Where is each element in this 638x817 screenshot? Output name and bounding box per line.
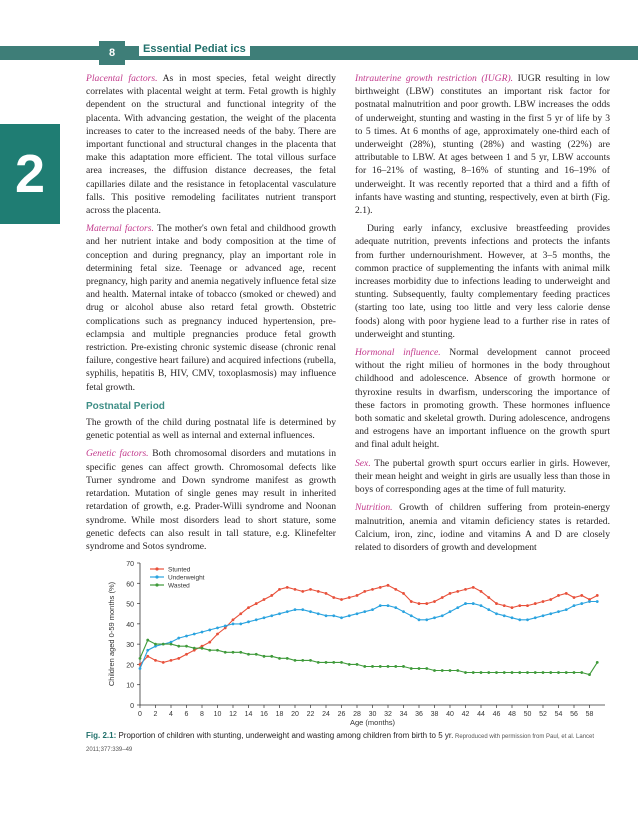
data-point-wasted bbox=[503, 671, 506, 674]
paragraph-maternal bbox=[86, 222, 336, 394]
data-point-stunted bbox=[232, 618, 235, 621]
data-point-stunted bbox=[580, 594, 583, 597]
data-point-wasted bbox=[146, 639, 149, 642]
x-tick-label: 26 bbox=[337, 711, 346, 718]
caption-label: Fig. 2.1: bbox=[86, 731, 117, 740]
data-point-wasted bbox=[294, 659, 297, 662]
x-tick-label: 14 bbox=[244, 711, 253, 718]
data-point-wasted bbox=[511, 671, 514, 674]
data-point-wasted bbox=[332, 661, 335, 664]
data-point-underweight bbox=[472, 602, 475, 605]
data-point-stunted bbox=[247, 606, 250, 609]
data-point-stunted bbox=[449, 592, 452, 595]
data-point-stunted bbox=[394, 588, 397, 591]
x-tick-label: 50 bbox=[523, 711, 532, 718]
paragraph-iugr bbox=[355, 72, 610, 217]
x-tick-label: 38 bbox=[430, 711, 439, 718]
data-point-underweight bbox=[325, 614, 328, 617]
data-point-wasted bbox=[526, 671, 529, 674]
section-heading: Postnatal Period bbox=[86, 400, 165, 412]
x-tick-label: 58 bbox=[585, 711, 594, 718]
caption-text: Proportion of children with stunting, underweight and wasting among children from birth to 5 yr. bbox=[116, 731, 454, 740]
data-point-wasted bbox=[542, 671, 545, 674]
data-point-wasted bbox=[317, 661, 320, 664]
data-point-stunted bbox=[464, 588, 467, 591]
lead-sex: Sex. bbox=[355, 457, 371, 469]
data-point-stunted bbox=[511, 606, 514, 609]
text-placental: As in most species, fetal weight directly correlates with placental weight at term. Fetal growth is highly dependent on the structural and functional integrity of the placenta. With advancing gestation, the weight of the placenta increases to cater to the increased needs of the baby. There are important functional and structural changes in the placenta that make this adaptation more efficient. The total villous surface area increases, the diffusion distance decreases, the fetal capillaries dilate and the resistance in fetoplacental vasculature falls. This positive remodeling facilitates nutrient transport across the placenta. bbox=[86, 73, 336, 217]
data-point-wasted bbox=[263, 655, 266, 658]
data-point-underweight bbox=[588, 600, 591, 603]
x-tick-label: 42 bbox=[461, 711, 470, 718]
data-point-wasted bbox=[549, 671, 552, 674]
data-point-stunted bbox=[503, 604, 506, 607]
data-point-stunted bbox=[255, 602, 258, 605]
data-point-wasted bbox=[270, 655, 273, 658]
data-point-underweight bbox=[340, 616, 343, 619]
data-point-stunted bbox=[518, 604, 521, 607]
data-point-wasted bbox=[224, 651, 227, 654]
legend-label-stunted: Stunted bbox=[168, 566, 191, 574]
data-point-wasted bbox=[363, 665, 366, 668]
data-point-underweight bbox=[356, 612, 359, 615]
x-tick-label: 20 bbox=[291, 711, 299, 718]
data-point-underweight bbox=[480, 604, 483, 607]
y-tick-label: 40 bbox=[126, 621, 134, 629]
data-point-stunted bbox=[387, 584, 390, 587]
data-point-underweight bbox=[565, 608, 568, 611]
x-tick-label: 30 bbox=[368, 711, 377, 718]
paragraph-infancy: During early infancy, exclusive breastfeeding provides adequate nutrition, prevents infections and protects the infants from further undernourishment. However, at 3–5 months, the common practice of supplementing the infants with animal milk increases morbidity due to infections leading to underweight and stunting. Subsequently, faulty complementary feeding practices (starting too late, using too little and very less calorie dense foods) along with poor hygiene lead to a further rise in rates of underweight and stunting. bbox=[355, 223, 610, 340]
data-point-underweight bbox=[239, 622, 242, 625]
data-point-underweight bbox=[549, 612, 552, 615]
x-tick-label: 24 bbox=[322, 711, 330, 718]
data-point-wasted bbox=[208, 649, 211, 652]
data-point-wasted bbox=[371, 665, 374, 668]
data-point-underweight bbox=[301, 608, 304, 611]
data-point-underweight bbox=[208, 629, 211, 632]
data-point-wasted bbox=[348, 663, 351, 666]
data-point-wasted bbox=[596, 661, 599, 664]
data-point-wasted bbox=[139, 657, 142, 660]
data-point-stunted bbox=[480, 590, 483, 593]
data-point-wasted bbox=[232, 651, 235, 654]
data-point-underweight bbox=[379, 604, 382, 607]
x-tick-label: 48 bbox=[508, 711, 516, 718]
data-point-stunted bbox=[263, 598, 266, 601]
data-point-wasted bbox=[193, 647, 196, 650]
data-point-stunted bbox=[418, 602, 421, 605]
x-tick-label: 56 bbox=[570, 711, 578, 718]
data-point-stunted bbox=[573, 596, 576, 599]
data-point-underweight bbox=[309, 610, 312, 613]
data-point-stunted bbox=[565, 592, 568, 595]
data-point-underweight bbox=[294, 608, 297, 611]
data-point-stunted bbox=[239, 612, 242, 615]
data-point-underweight bbox=[232, 622, 235, 625]
chapter-tab: 2 bbox=[0, 124, 60, 224]
data-point-stunted bbox=[596, 594, 599, 597]
data-point-wasted bbox=[301, 659, 304, 662]
data-point-stunted bbox=[177, 657, 180, 660]
data-point-stunted bbox=[433, 600, 436, 603]
series-line-stunted bbox=[140, 582, 597, 664]
data-point-stunted bbox=[356, 594, 359, 597]
legend-label-wasted: Wasted bbox=[168, 582, 190, 590]
data-point-underweight bbox=[224, 624, 227, 627]
data-point-stunted bbox=[146, 655, 149, 658]
x-tick-label: 18 bbox=[275, 711, 284, 718]
y-axis-label: Children aged 0-59 months (%) bbox=[107, 581, 116, 687]
data-point-underweight bbox=[216, 627, 219, 630]
data-point-wasted bbox=[278, 657, 281, 660]
paragraph-nutrition bbox=[355, 501, 610, 554]
y-tick-label: 60 bbox=[126, 581, 134, 589]
data-point-stunted bbox=[301, 590, 304, 593]
growth-chart bbox=[100, 555, 610, 727]
x-tick-label: 10 bbox=[213, 711, 222, 718]
text-sex: The pubertal growth spurt occurs earlier in girls. However, their mean height and weight in girls are usually less than those in boys of corresponding ages at the time of full maturity. bbox=[355, 457, 610, 496]
series-line-underweight bbox=[140, 602, 597, 669]
y-tick-label: 30 bbox=[126, 642, 134, 650]
data-point-wasted bbox=[170, 643, 173, 646]
data-point-stunted bbox=[549, 598, 552, 601]
text-maternal: The mother's own fetal and childhood growth and her nutrient intake and body composition at the time of conception and during pregnancy, play an important role in determining fetal size. Teenage or advanced age, recent pregnancy, high parity and anemia negatively influence fetal size and health. Maternal intake of tobacco (smoked or chewed) and drug or alcohol abuse also retard fetal growth. Obstetric complications such as pregnancy induced hypertension, pre-eclampsia and multiple pregnancies produce fetal growth restriction. Pre-existing chronic systemic disease (chronic renal failure, congestive heart failure) and acquired infections (rubella, syphilis, hepatitis B, HIV, CMV, toxoplasmosis) may influence fetal growth. bbox=[86, 223, 336, 393]
page-number: 8 bbox=[99, 41, 125, 65]
x-tick-label: 2 bbox=[153, 711, 158, 718]
data-point-underweight bbox=[580, 602, 583, 605]
y-tick-label: 50 bbox=[126, 601, 134, 609]
data-point-underweight bbox=[317, 612, 320, 615]
data-point-wasted bbox=[410, 667, 413, 670]
data-point-wasted bbox=[418, 667, 421, 670]
data-point-underweight bbox=[247, 620, 250, 623]
paragraph-genetic bbox=[86, 447, 336, 553]
data-point-wasted bbox=[185, 645, 188, 648]
data-point-wasted bbox=[340, 661, 343, 664]
data-point-wasted bbox=[456, 669, 459, 672]
right-column bbox=[355, 72, 610, 559]
data-point-underweight bbox=[348, 614, 351, 617]
data-point-stunted bbox=[278, 588, 281, 591]
lead-genetic: Genetic factors. bbox=[86, 448, 149, 460]
data-point-underweight bbox=[394, 606, 397, 609]
lead-maternal: Maternal factors. bbox=[86, 223, 154, 235]
caption-source: Reproduced with permission from Paul, et al. Lancet 2011;377:339–49 bbox=[86, 734, 595, 753]
data-point-stunted bbox=[410, 600, 413, 603]
data-point-underweight bbox=[185, 635, 188, 638]
data-point-underweight bbox=[201, 631, 204, 634]
data-point-stunted bbox=[294, 588, 297, 591]
data-point-underweight bbox=[518, 618, 521, 621]
data-point-underweight bbox=[449, 610, 452, 613]
data-point-underweight bbox=[177, 637, 180, 640]
data-point-underweight bbox=[495, 612, 498, 615]
data-point-underweight bbox=[573, 604, 576, 607]
x-tick-label: 36 bbox=[415, 711, 423, 718]
data-point-wasted bbox=[425, 667, 428, 670]
data-point-underweight bbox=[332, 614, 335, 617]
left-column bbox=[86, 72, 336, 558]
y-tick-label: 20 bbox=[126, 662, 134, 670]
lead-iugr: Intrauterine growth restriction (IUGR). bbox=[355, 73, 514, 84]
data-point-underweight bbox=[534, 616, 537, 619]
data-point-stunted bbox=[162, 661, 165, 664]
data-point-wasted bbox=[177, 645, 180, 648]
text-genetic: Both chromosomal disorders and mutations in specific genes can affect growth. Chromosomal defects like Turner syndrome and Down syndrome manifest as growth retardation. Mutation of single genes may result in inherited retardation of growth, e.g. Prader-Willi syndrome and Noonan syndrome. While most disorders lead to short stature, some genetic defects can also result in tall stature, e.g. Klinefelter syndrome and Sotos syndrome. bbox=[86, 448, 336, 552]
data-point-stunted bbox=[534, 602, 537, 605]
x-tick-label: 22 bbox=[306, 711, 315, 718]
data-point-wasted bbox=[402, 665, 405, 668]
data-point-wasted bbox=[309, 659, 312, 662]
x-tick-label: 40 bbox=[446, 711, 454, 718]
data-point-stunted bbox=[472, 586, 475, 589]
data-point-underweight bbox=[410, 614, 413, 617]
data-point-stunted bbox=[270, 594, 273, 597]
running-title: Essential Pediat ics bbox=[139, 42, 250, 56]
data-point-wasted bbox=[573, 671, 576, 674]
data-point-underweight bbox=[464, 602, 467, 605]
data-point-wasted bbox=[239, 651, 242, 654]
data-point-wasted bbox=[487, 671, 490, 674]
data-point-stunted bbox=[425, 602, 428, 605]
data-point-wasted bbox=[216, 649, 219, 652]
data-point-wasted bbox=[162, 643, 165, 646]
data-point-underweight bbox=[503, 614, 506, 617]
figure-caption bbox=[86, 730, 606, 756]
data-point-wasted bbox=[201, 647, 204, 650]
data-point-wasted bbox=[247, 653, 250, 656]
lead-nutrition: Nutrition. bbox=[355, 502, 393, 514]
data-point-underweight bbox=[270, 614, 273, 617]
data-point-stunted bbox=[309, 588, 312, 591]
data-point-underweight bbox=[511, 616, 514, 619]
data-point-wasted bbox=[356, 663, 359, 666]
data-point-wasted bbox=[449, 669, 452, 672]
paragraph-postnatal: The growth of the child during postnatal life is determined by genetic potential as well as internal and external influences. bbox=[86, 417, 336, 442]
data-point-stunted bbox=[557, 594, 560, 597]
data-point-wasted bbox=[557, 671, 560, 674]
text-nutrition: Growth of children suffering from protein-energy malnutrition, anemia and vitamin deficiency states is retarded. Calcium, iron, zinc, iodine and vitamins A and D are closely related to disorders of growth and development bbox=[355, 502, 610, 553]
x-axis-label: Age (months) bbox=[349, 718, 396, 727]
data-point-underweight bbox=[363, 610, 366, 613]
data-point-underweight bbox=[371, 608, 374, 611]
data-point-stunted bbox=[526, 604, 529, 607]
y-tick-label: 70 bbox=[126, 561, 134, 568]
data-point-stunted bbox=[456, 590, 459, 593]
data-point-stunted bbox=[317, 590, 320, 593]
data-point-underweight bbox=[402, 610, 405, 613]
data-point-stunted bbox=[402, 592, 405, 595]
x-tick-label: 28 bbox=[353, 711, 361, 718]
legend-marker-wasted bbox=[155, 583, 158, 586]
text-iugr: IUGR resulting in low birthweight (LBW) constitutes an important risk factor for postnatal malnutrition and poor growth. LBW increases the odds of underweight, stunting and wasting in the first 5 yr of life by 3 to 5 times. At 6 months of age, approximately one-third each of underweight (28%), stunting (28%) and wasting (22%) are attributable to LBW. At ages between 1 and 5 yr, LBW accounts for 16–21% of wasting, 8–16% of stunting and 16–19% of underweight. It was recently reported that a third and a fifth of infants have wasting and stunting, respectively, even at birth (Fig. 2.1). bbox=[355, 73, 610, 217]
data-point-underweight bbox=[278, 612, 281, 615]
data-point-wasted bbox=[480, 671, 483, 674]
data-point-stunted bbox=[216, 633, 219, 636]
x-tick-label: 34 bbox=[399, 711, 408, 718]
data-point-wasted bbox=[495, 671, 498, 674]
x-tick-label: 16 bbox=[260, 711, 268, 718]
data-point-underweight bbox=[542, 614, 545, 617]
data-point-stunted bbox=[379, 586, 382, 589]
data-point-wasted bbox=[534, 671, 537, 674]
x-tick-label: 52 bbox=[539, 711, 547, 718]
data-point-underweight bbox=[456, 606, 459, 609]
data-point-wasted bbox=[379, 665, 382, 668]
data-point-wasted bbox=[464, 671, 467, 674]
data-point-stunted bbox=[325, 592, 328, 595]
x-tick-label: 46 bbox=[492, 711, 501, 718]
y-tick-label: 0 bbox=[130, 703, 134, 710]
data-point-wasted bbox=[472, 671, 475, 674]
data-point-underweight bbox=[425, 618, 428, 621]
y-tick-label: 10 bbox=[126, 682, 134, 690]
data-point-wasted bbox=[441, 669, 444, 672]
data-point-stunted bbox=[542, 600, 545, 603]
data-point-wasted bbox=[154, 643, 157, 646]
data-point-wasted bbox=[433, 669, 436, 672]
data-point-wasted bbox=[518, 671, 521, 674]
data-point-underweight bbox=[387, 604, 390, 607]
data-point-stunted bbox=[441, 596, 444, 599]
legend-marker-stunted bbox=[155, 567, 158, 570]
x-tick-label: 4 bbox=[169, 711, 173, 718]
data-point-stunted bbox=[286, 586, 289, 589]
data-point-underweight bbox=[146, 649, 149, 652]
data-point-underweight bbox=[441, 614, 444, 617]
data-point-underweight bbox=[487, 608, 490, 611]
data-point-wasted bbox=[394, 665, 397, 668]
data-point-wasted bbox=[325, 661, 328, 664]
data-point-wasted bbox=[580, 671, 583, 674]
legend-marker-underweight bbox=[155, 575, 158, 578]
x-tick-label: 8 bbox=[200, 711, 204, 718]
data-point-underweight bbox=[526, 618, 529, 621]
data-point-underweight bbox=[193, 633, 196, 636]
data-point-underweight bbox=[286, 610, 289, 613]
data-point-stunted bbox=[340, 598, 343, 601]
data-point-wasted bbox=[565, 671, 568, 674]
x-tick-label: 54 bbox=[554, 711, 563, 718]
data-point-stunted bbox=[154, 659, 157, 662]
data-point-underweight bbox=[596, 600, 599, 603]
x-tick-label: 6 bbox=[184, 711, 189, 718]
data-point-underweight bbox=[139, 667, 142, 670]
data-point-wasted bbox=[588, 673, 591, 676]
x-tick-label: 44 bbox=[477, 711, 485, 718]
data-point-stunted bbox=[185, 653, 188, 656]
data-point-stunted bbox=[348, 596, 351, 599]
data-point-wasted bbox=[255, 653, 258, 656]
series-line-wasted bbox=[140, 640, 597, 675]
legend-label-underweight: Underweight bbox=[168, 574, 205, 582]
data-point-underweight bbox=[418, 618, 421, 621]
data-point-stunted bbox=[495, 602, 498, 605]
data-point-stunted bbox=[487, 596, 490, 599]
paragraph-sex bbox=[355, 457, 610, 497]
x-tick-label: 12 bbox=[229, 711, 237, 718]
header-bar bbox=[0, 46, 638, 60]
lead-placental: Placental factors. bbox=[86, 73, 158, 84]
data-point-stunted bbox=[371, 588, 374, 591]
paragraph-hormonal bbox=[355, 346, 610, 452]
paragraph-placental bbox=[86, 72, 336, 217]
x-tick-label: 32 bbox=[384, 711, 392, 718]
data-point-wasted bbox=[286, 657, 289, 660]
text-hormonal: Normal development cannot proceed without the right milieu of hormones in the body throughout childhood and adolescence. Absence of growth hormone or thyroxine results in dwarfism, underscoring the importance of these factors in promoting growth. These hormones influence both somatic and skeletal growth. During adolescence, androgens and estrogens have an important influence on the growth spurt and final adult height. bbox=[355, 347, 611, 451]
data-point-underweight bbox=[263, 616, 266, 619]
data-point-stunted bbox=[332, 596, 335, 599]
data-point-underweight bbox=[433, 616, 436, 619]
data-point-underweight bbox=[255, 618, 258, 621]
lead-hormonal: Hormonal influence. bbox=[355, 347, 441, 359]
data-point-underweight bbox=[557, 610, 560, 613]
data-point-wasted bbox=[387, 665, 390, 668]
data-point-stunted bbox=[170, 659, 173, 662]
data-point-stunted bbox=[208, 641, 211, 644]
data-point-stunted bbox=[363, 590, 366, 593]
x-tick-label: 0 bbox=[138, 711, 142, 718]
